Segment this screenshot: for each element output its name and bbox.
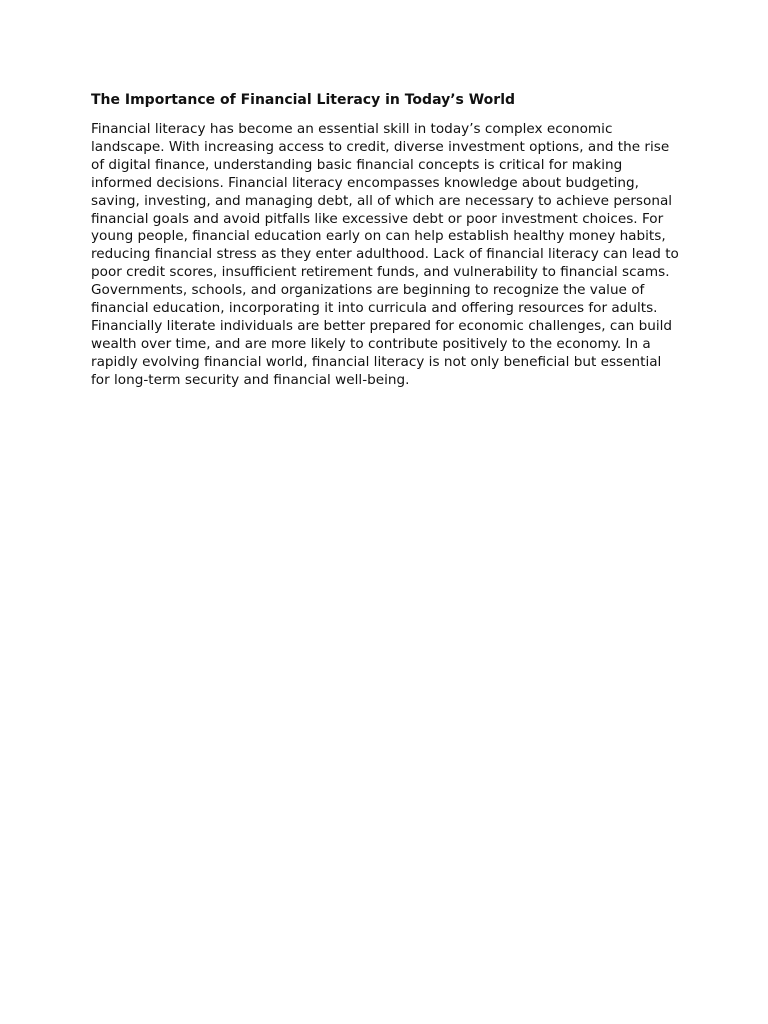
document-content <box>91 90 681 390</box>
document-body-paragraph: Financial literacy has become an essential skill in today’s complex economic landscape. With increasing access to credit, diverse investment options, and the rise of digital finance, understanding basic financial concepts is critical for making informed decisions. Financial literacy encompasses knowledge about budgeting, saving, investing, and managing debt, all of which are necessary to achieve personal financial goals and avoid pitfalls like excessive debt or poor investment choices. For young people, financial education early on can help establish healthy money habits, reducing financial stress as they enter adulthood. Lack of financial literacy can lead to poor credit scores, insufficient retirement funds, and vulnerability to financial scams. Governments, schools, and organizations are beginning to recognize the value of financial education, incorporating it into curricula and offering resources for adults. Financially literate individuals are better prepared for economic challenges, can build wealth over time, and are more likely to contribute positively to the economy. In a rapidly evolving financial world, financial literacy is not only beneficial but essential for long-term security and financial well-being. <box>91 121 679 388</box>
document-title: The Importance of Financial Literacy in Today’s World <box>91 92 516 108</box>
